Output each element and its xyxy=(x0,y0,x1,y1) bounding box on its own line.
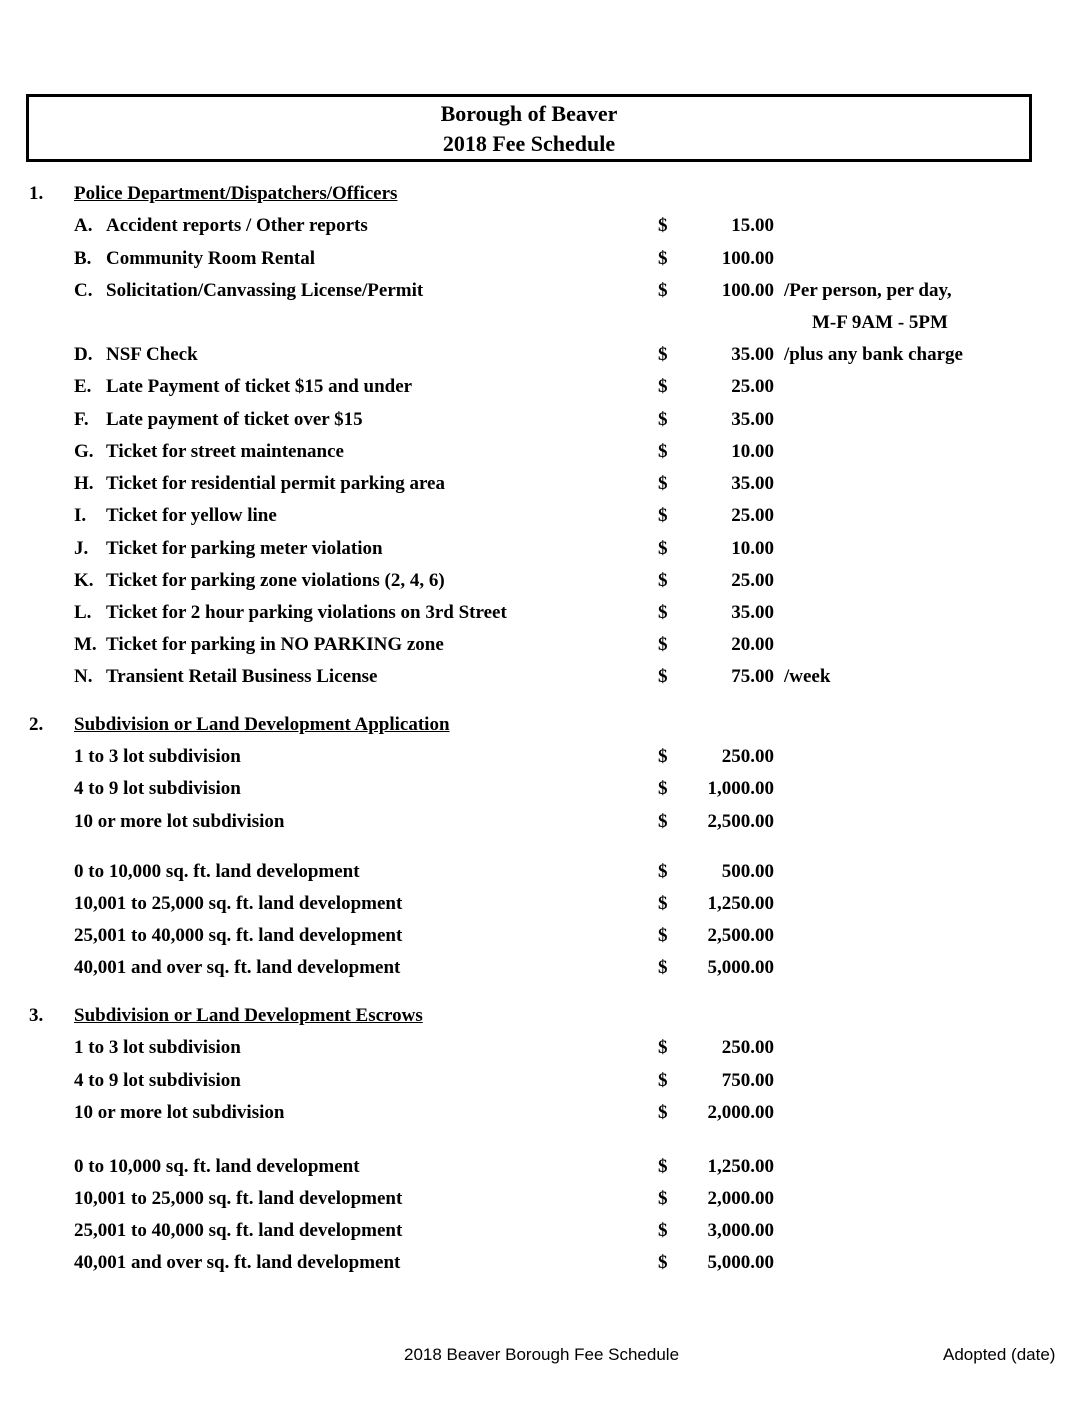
fee-amount: 100.00 xyxy=(721,280,774,301)
section-title: Subdivision or Land Development Escrows xyxy=(74,1005,423,1026)
section-header xyxy=(0,711,1088,739)
currency-symbol: $ xyxy=(658,746,668,767)
fee-amount: 250.00 xyxy=(721,1037,774,1058)
document-title: Borough of Beaver xyxy=(440,101,618,126)
item-letter: K. xyxy=(74,570,94,591)
fee-row xyxy=(0,1249,1088,1277)
item-letter: J. xyxy=(74,538,89,559)
fee-amount: 2,000.00 xyxy=(707,1188,774,1209)
currency-symbol: $ xyxy=(658,666,668,687)
fee-amount: 10.00 xyxy=(731,441,774,462)
fee-amount: 25.00 xyxy=(731,505,774,526)
item-letter: D. xyxy=(74,344,93,365)
item-label: 1 to 3 lot subdivision xyxy=(74,746,241,767)
item-label: 0 to 10,000 sq. ft. land development xyxy=(74,861,360,882)
fee-row xyxy=(0,775,1088,803)
item-letter: F. xyxy=(74,409,89,430)
fee-amount: 15.00 xyxy=(731,215,774,236)
currency-symbol: $ xyxy=(658,1188,668,1209)
item-label: 4 to 9 lot subdivision xyxy=(74,1070,241,1091)
item-label: Ticket for parking meter violation xyxy=(106,538,383,559)
currency-symbol: $ xyxy=(658,602,668,623)
item-label: Ticket for street maintenance xyxy=(106,441,344,462)
item-label: Ticket for residential permit parking area xyxy=(106,473,445,494)
fee-row xyxy=(0,890,1088,918)
item-label: 1 to 3 lot subdivision xyxy=(74,1037,241,1058)
item-label: Late payment of ticket over $15 xyxy=(106,409,363,430)
fee-row xyxy=(0,406,1088,434)
fee-amount: 1,000.00 xyxy=(707,778,774,799)
fee-amount: 75.00 xyxy=(731,666,774,687)
currency-symbol: $ xyxy=(658,634,668,655)
currency-symbol: $ xyxy=(658,570,668,591)
fee-amount: 5,000.00 xyxy=(707,957,774,978)
fee-amount: 1,250.00 xyxy=(707,1156,774,1177)
section-header xyxy=(0,180,1088,208)
fee-note: /week xyxy=(784,666,831,687)
fee-amount: 35.00 xyxy=(731,409,774,430)
currency-symbol: $ xyxy=(658,1156,668,1177)
footer-adopted-date: Adopted (date) xyxy=(943,1345,1056,1364)
fee-row xyxy=(0,438,1088,466)
item-label: 10,001 to 25,000 sq. ft. land development xyxy=(74,893,403,914)
fee-row xyxy=(0,663,1088,691)
fee-amount: 35.00 xyxy=(731,602,774,623)
currency-symbol: $ xyxy=(658,215,668,236)
fee-note-continuation xyxy=(0,309,1088,337)
fee-amount: 500.00 xyxy=(721,861,774,882)
item-letter: C. xyxy=(74,280,93,301)
currency-symbol: $ xyxy=(658,1252,668,1273)
section-number: 3. xyxy=(29,1005,44,1026)
fee-amount: 750.00 xyxy=(721,1070,774,1091)
item-label: 0 to 10,000 sq. ft. land development xyxy=(74,1156,360,1177)
fee-row xyxy=(0,922,1088,950)
document-title-box xyxy=(26,94,1032,162)
fee-row xyxy=(0,1153,1088,1181)
item-label: 25,001 to 40,000 sq. ft. land development xyxy=(74,925,403,946)
fee-row xyxy=(0,631,1088,659)
fee-note: /Per person, per day, xyxy=(784,280,952,301)
currency-symbol: $ xyxy=(658,811,668,832)
fee-amount: 25.00 xyxy=(731,570,774,591)
item-label: Ticket for 2 hour parking violations on 3rd Street xyxy=(106,602,507,623)
item-letter: L. xyxy=(74,602,92,623)
currency-symbol: $ xyxy=(658,957,668,978)
fee-row xyxy=(0,373,1088,401)
item-label: 40,001 and over sq. ft. land development xyxy=(74,1252,401,1273)
item-label: 10,001 to 25,000 sq. ft. land development xyxy=(74,1188,403,1209)
item-letter: I. xyxy=(74,505,87,526)
item-label: Transient Retail Business License xyxy=(106,666,378,687)
fee-amount: 25.00 xyxy=(731,376,774,397)
item-label: Ticket for yellow line xyxy=(106,505,277,526)
item-label: 10 or more lot subdivision xyxy=(74,811,285,832)
fee-row xyxy=(0,1185,1088,1213)
item-label: Community Room Rental xyxy=(106,248,315,269)
currency-symbol: $ xyxy=(658,1037,668,1058)
fee-amount: 250.00 xyxy=(721,746,774,767)
fee-row xyxy=(0,502,1088,530)
fee-row xyxy=(0,245,1088,273)
fee-row xyxy=(0,743,1088,771)
currency-symbol: $ xyxy=(658,473,668,494)
item-letter: B. xyxy=(74,248,92,269)
fee-amount: 35.00 xyxy=(731,344,774,365)
currency-symbol: $ xyxy=(658,1220,668,1241)
fee-amount: 3,000.00 xyxy=(707,1220,774,1241)
currency-symbol: $ xyxy=(658,280,668,301)
fee-row xyxy=(0,599,1088,627)
fee-row xyxy=(0,1217,1088,1245)
fee-row xyxy=(0,858,1088,886)
fee-row xyxy=(0,1034,1088,1062)
item-label: NSF Check xyxy=(106,344,198,365)
currency-symbol: $ xyxy=(658,538,668,559)
fee-amount: 1,250.00 xyxy=(707,893,774,914)
section-number: 2. xyxy=(29,714,44,735)
fee-row xyxy=(0,535,1088,563)
fee-note-line2: M-F 9AM - 5PM xyxy=(812,312,948,333)
fee-amount: 20.00 xyxy=(731,634,774,655)
fee-amount: 2,000.00 xyxy=(707,1102,774,1123)
item-letter: M. xyxy=(74,634,97,655)
fee-row xyxy=(0,341,1088,369)
item-label: 40,001 and over sq. ft. land development xyxy=(74,957,401,978)
document-subtitle: 2018 Fee Schedule xyxy=(442,131,616,156)
item-label: 25,001 to 40,000 sq. ft. land development xyxy=(74,1220,403,1241)
currency-symbol: $ xyxy=(658,925,668,946)
item-letter: E. xyxy=(74,376,92,397)
currency-symbol: $ xyxy=(658,1070,668,1091)
currency-symbol: $ xyxy=(658,344,668,365)
fee-row xyxy=(0,277,1088,305)
item-label: Ticket for parking in NO PARKING zone xyxy=(106,634,444,655)
currency-symbol: $ xyxy=(658,893,668,914)
fee-amount: 2,500.00 xyxy=(707,811,774,832)
item-label: 10 or more lot subdivision xyxy=(74,1102,285,1123)
item-label: Ticket for parking zone violations (2, 4, 6) xyxy=(106,570,445,591)
section-title: Police Department/Dispatchers/Officers xyxy=(74,183,398,204)
fee-row xyxy=(0,567,1088,595)
fee-row xyxy=(0,212,1088,240)
fee-amount: 10.00 xyxy=(731,538,774,559)
fee-row xyxy=(0,808,1088,836)
item-label: Accident reports / Other reports xyxy=(106,215,368,236)
currency-symbol: $ xyxy=(658,861,668,882)
fee-amount: 2,500.00 xyxy=(707,925,774,946)
fee-amount: 5,000.00 xyxy=(707,1252,774,1273)
section-title: Subdivision or Land Development Application xyxy=(74,714,450,735)
currency-symbol: $ xyxy=(658,505,668,526)
section-header xyxy=(0,1002,1088,1030)
item-letter: N. xyxy=(74,666,93,687)
item-label: 4 to 9 lot subdivision xyxy=(74,778,241,799)
currency-symbol: $ xyxy=(658,1102,668,1123)
item-letter: G. xyxy=(74,441,94,462)
item-label: Solicitation/Canvassing License/Permit xyxy=(106,280,424,301)
currency-symbol: $ xyxy=(658,409,668,430)
fee-note: /plus any bank charge xyxy=(784,344,963,365)
section-number: 1. xyxy=(29,183,44,204)
currency-symbol: $ xyxy=(658,248,668,269)
currency-symbol: $ xyxy=(658,441,668,462)
item-letter: A. xyxy=(74,215,93,236)
fee-row xyxy=(0,1067,1088,1095)
fee-amount: 35.00 xyxy=(731,473,774,494)
fee-amount: 100.00 xyxy=(721,248,774,269)
currency-symbol: $ xyxy=(658,778,668,799)
footer-title: 2018 Beaver Borough Fee Schedule xyxy=(404,1345,680,1364)
item-label: Late Payment of ticket $15 and under xyxy=(106,376,413,397)
fee-row xyxy=(0,470,1088,498)
currency-symbol: $ xyxy=(658,376,668,397)
fee-row xyxy=(0,954,1088,982)
fee-row xyxy=(0,1099,1088,1127)
item-letter: H. xyxy=(74,473,94,494)
